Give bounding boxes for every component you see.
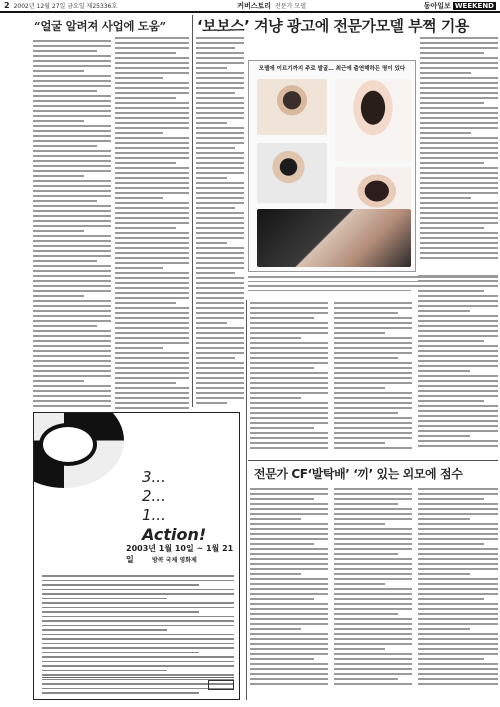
subsection-title: 전문가 모델 [275,3,306,10]
ad-dates: 2003년 1월 10일 ~ 1월 21일 [126,544,234,564]
newspaper-brand [424,1,496,11]
section-title: 커버스토리 [237,1,272,10]
continued-article-body [334,302,412,457]
bottom-article-body [334,488,412,698]
column-divider [192,15,193,407]
page-number: 2 [4,1,10,10]
column-divider [246,300,247,700]
model-photo [257,79,327,135]
countdown-2: 2... [142,487,166,505]
model-photo [257,143,327,203]
ad-footer [42,677,234,691]
side-article-body [33,37,111,409]
model-photo [335,79,411,161]
ad-venue: 방콕 국제 영화제 [152,557,197,564]
photo-collage [248,60,416,272]
date-line: 2002년 12월 27일 금요일 제25336호 [13,3,118,10]
section-divider [248,460,498,461]
ad-action: Action! [142,525,207,544]
film-festival-ad [33,412,240,700]
continued-article-body [250,302,328,457]
bottom-article-body [418,488,498,698]
side-article-body-2 [115,37,189,409]
countdown-1: 1... [142,506,166,524]
brand-name: 동아일보 [423,1,451,10]
model-photo [257,209,411,267]
film-reel-graphic [33,412,124,488]
main-article-body [196,37,244,407]
brand-weekend: WEEKEND [454,1,494,10]
ad-countdown [142,468,206,544]
main-article-headline: ‘보보스’ 겨냥 광고에 전문가모델 부쩍 기용 [197,17,469,35]
photo-heading: 모델에 이르기까지 주로 발굴… 최근에 출연해하든 명이 있다 [258,66,406,72]
page-header [0,0,500,13]
side-article-headline: “얼굴 알려져 사업에 도움” [34,19,166,33]
bottom-article-body [250,488,328,698]
sponsor-logo [208,680,234,690]
countdown-3: 3... [142,468,166,486]
main-article-body-right [420,37,498,272]
continued-article-body [418,275,498,457]
bottom-article-headline: 전문가 CF‘발탁배’ ‘끼’ 있는 외모에 점수 [254,467,463,481]
